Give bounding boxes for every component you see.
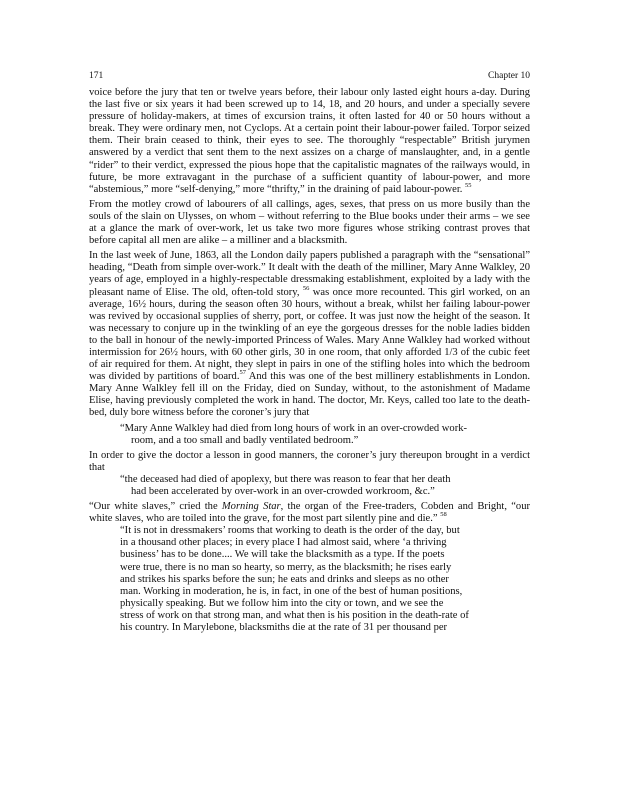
quote-line: stress of work on that strong man, and what then is his position in the death-rate of [120,609,469,621]
quote-line: room, and a too small and badly ventilated bedroom.” [131,434,359,446]
page-number: 171 [89,71,104,81]
quote-line: “Mary Anne Walkley had died from long hours of work in an over-crowded work- [120,422,467,434]
book-page [89,70,530,637]
footnote-marker: 58 [440,511,447,519]
chapter-title: Chapter 10 [488,71,530,81]
paragraph-motley-crowd [89,199,530,247]
paragraph-white-slaves [89,501,530,525]
quote-line: man. Working in moderation, he is, in fact, in one of the best of human positions, [120,585,463,597]
quote-line: “the deceased had died of apoplexy, but there was reason to fear that her death [120,473,451,485]
block-quote-blacksmith [89,525,530,634]
paragraph-text: “Our white slaves,” cried the [89,501,222,513]
paragraph-jury-verdict [89,87,530,196]
paragraph-coroner-verdict [89,450,530,474]
paragraph-text: In the last week of June, 1863, all the London daily papers published a paragraph with the “sensational” heading, “Death from simple over-work.” It dealt with the death of the milliner, Mary Anne Walkley, 20 years of age, employed in a highly-respectable dressmaking establishment, exploited by a lady with the pleasant name of Elise. The old, often-told story, [89,250,530,298]
newspaper-title: Morning Star [221,501,281,513]
paragraph-milliner [89,250,530,419]
block-quote-apoplexy [89,474,530,498]
running-header [89,70,530,82]
paragraph-text: And this was one of the best millinery establishments in London. Mary Anne Walkley fell ill on the Friday, died on Sunday, without, to the astonishment of Madame Elise, having previously completed the work in hand. The doctor, Mr. Keys, called too late to the death-bed, duly bore witness before the coroner’s jury that [89,371,531,419]
footnote-marker: 57 [239,369,246,377]
paragraph-text: voice before the jury that ten or twelve years before, their labour only lasted eight hours a-day. During the last five or six years it had been screwed up to 14, 18, and 20 hours, and under a specially severe pressure of holiday-makers, at times of excursion trains, it often lasted for 40 or 50 hours without a break. They were ordinary men, not Cyclops. At a certain point their labour-power failed. Torpor seized them. Their brain ceased to think, their eyes to see. The thoroughly “respectable” British jurymen answered by a verdict that sent them to the next assizes on a charge of manslaughter, and, in a gentle “rider” to their verdict, expressed the pious hope that the capitalistic magnates of the railways would, in future, be more extravagant in the purchase of a sufficient quantity of labour-power, and more “abstemious,” more “self-denying,” more “thrifty,” in the draining of paid labour-power. [89,87,530,195]
block-quote-doctor [89,423,530,447]
quote-line: “It is not in dressmakers’ rooms that working to death is the order of the day, but [120,525,460,537]
quote-line: in a thousand other places; in every place I had almost said, where ‘a thriving [120,537,447,549]
paragraph-text: From the motley crowd of labourers of all callings, ages, sexes, that press on us more busily than the souls of the slain on Ulysses, on whom – without referring to the Blue books under their arms – we see at a glance the mark of over-work, let us take two more figures whose striking contrast proves that before capital all men are alike – a milliner and a blacksmith. [89,198,530,247]
paragraph-text: In order to give the doctor a lesson in good manners, the coroner’s jury thereupon brought in a verdict that [89,449,530,473]
quote-line: and strikes his sparks before the sun; he eats and drinks and sleeps as no other [120,573,449,585]
quote-line: his country. In Marylebone, blacksmiths die at the rate of 31 per thousand per [120,622,448,634]
paragraph-text: , the organ of the Free-traders, Cobden and Bright, “our white slaves, who are toiled into the grave, for the most part silently pine and die.” [89,501,530,525]
footnote-marker: 55 [465,181,472,189]
quote-line: were true, there is no man so hearty, so merry, as the blacksmith; he rises early [120,561,452,573]
quote-line: had been accelerated by over-work in an over-crowded workroom, &c.” [131,486,435,497]
quote-line: physically speaking. But we follow him into the city or town, and we see the [120,597,444,609]
paragraph-text: was once more recounted. This girl worked, on an average, 16½ hours, during the season often 30 hours, without a break, whilst her failing labour-power was revived by occasional supplies of sherry, port, or coffee. It was just now the height of the season. It was necessary to conjure up in the twinkling of an eye the gorgeous dresses for the noble ladies bidden to the ball in honour of the newly-imported Princess of Wales. Mary Anne Walkley had worked without intermission for 26½ hours, with 60 other girls, 30 in one room, that only afforded 1/3 of the cubic feet of air required for them. At night, they slept in pairs in one of the stifling holes into which the bedroom was divided by partitions of board. [89,286,531,383]
quote-line: business’ has to be done.... We will take the blacksmith as a type. If the poets [120,549,445,561]
footnote-marker: 56 [302,284,310,292]
